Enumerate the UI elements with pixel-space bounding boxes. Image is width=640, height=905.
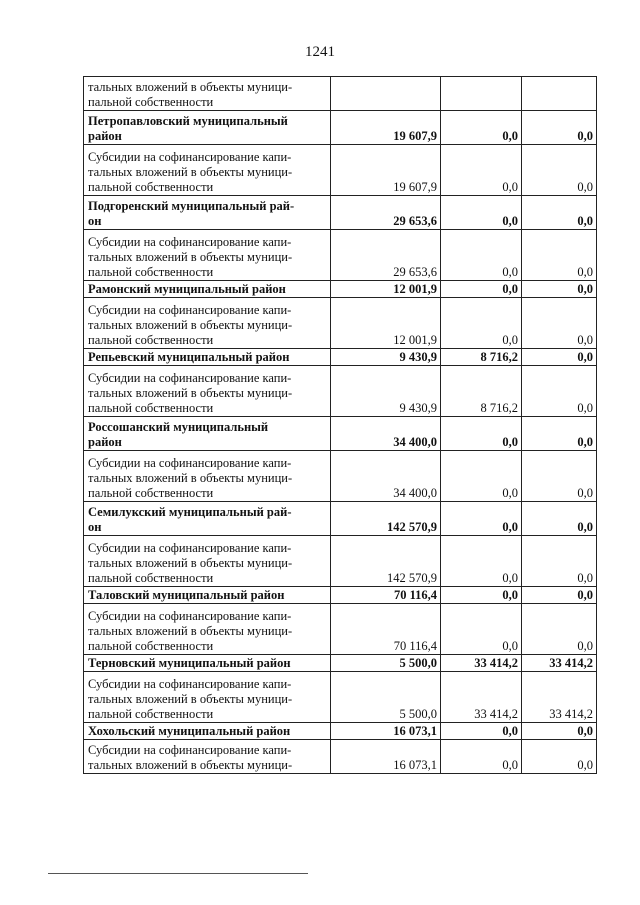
value-2019: 19 607,9 xyxy=(359,111,441,145)
value-2021: 33 414,2 xyxy=(522,672,597,723)
value-2019: 9 430,9 xyxy=(359,349,441,366)
spacer-cell xyxy=(331,298,359,349)
value-2019: 29 653,6 xyxy=(359,230,441,281)
value-2020: 0,0 xyxy=(441,740,522,774)
value-2021: 0,0 xyxy=(522,604,597,655)
value-2020 xyxy=(441,77,522,111)
subsidy-name: Субсидии на софинансирование капи- тальных вложений в объекты муници- пальной собственности xyxy=(84,536,331,587)
district-row xyxy=(84,655,597,672)
value-2021: 0,0 xyxy=(522,111,597,145)
value-2020: 8 716,2 xyxy=(441,366,522,417)
value-2020: 0,0 xyxy=(441,587,522,604)
value-2020: 0,0 xyxy=(441,298,522,349)
subsidy-row xyxy=(84,536,597,587)
page-number: 1241 xyxy=(305,44,335,60)
spacer-cell xyxy=(331,740,359,774)
value-2021: 0,0 xyxy=(522,417,597,451)
subsidy-row xyxy=(84,672,597,723)
subsidy-name: Субсидии на софинансирование капи- тальных вложений в объекты муници- пальной собственности xyxy=(84,451,331,502)
spacer-cell xyxy=(331,604,359,655)
value-2020: 0,0 xyxy=(441,502,522,536)
value-2020: 8 716,2 xyxy=(441,349,522,366)
value-2021: 0,0 xyxy=(522,723,597,740)
subsidy-row xyxy=(84,604,597,655)
budget-table-body xyxy=(84,77,597,774)
value-2019: 12 001,9 xyxy=(359,298,441,349)
district-row xyxy=(84,502,597,536)
value-2020: 0,0 xyxy=(441,111,522,145)
district-name: Хохольский муниципальный район xyxy=(84,723,331,740)
spacer-cell xyxy=(331,349,359,366)
value-2021: 0,0 xyxy=(522,281,597,298)
value-2020: 0,0 xyxy=(441,723,522,740)
value-2021 xyxy=(522,77,597,111)
spacer-cell xyxy=(331,366,359,417)
value-2021: 0,0 xyxy=(522,230,597,281)
value-2019: 19 607,9 xyxy=(359,145,441,196)
value-2020: 33 414,2 xyxy=(441,655,522,672)
value-2020: 0,0 xyxy=(441,281,522,298)
spacer-cell xyxy=(331,655,359,672)
subsidy-name: Субсидии на софинансирование капи- тальных вложений в объекты муници- пальной собственности xyxy=(84,298,331,349)
value-2021: 0,0 xyxy=(522,366,597,417)
district-row xyxy=(84,417,597,451)
subsidy-row xyxy=(84,230,597,281)
district-row xyxy=(84,587,597,604)
value-2020: 33 414,2 xyxy=(441,672,522,723)
spacer-cell xyxy=(331,672,359,723)
footer-rule xyxy=(48,873,308,874)
value-2021: 0,0 xyxy=(522,145,597,196)
value-2021: 33 414,2 xyxy=(522,655,597,672)
value-2019 xyxy=(359,77,441,111)
value-2020: 0,0 xyxy=(441,536,522,587)
district-name: Подгоренский муниципальный рай- он xyxy=(84,196,331,230)
spacer-cell xyxy=(331,451,359,502)
district-name: Россошанский муниципальный район xyxy=(84,417,331,451)
district-row xyxy=(84,723,597,740)
value-2021: 0,0 xyxy=(522,196,597,230)
value-2021: 0,0 xyxy=(522,740,597,774)
value-2019: 9 430,9 xyxy=(359,366,441,417)
spacer-cell xyxy=(331,145,359,196)
subsidy-name: Субсидии на софинансирование капи- тальных вложений в объекты муници- пальной собственности xyxy=(84,366,331,417)
subsidy-row xyxy=(84,451,597,502)
value-2021: 0,0 xyxy=(522,587,597,604)
value-2019: 29 653,6 xyxy=(359,196,441,230)
subsidy-name: тальных вложений в объекты муници- пальной собственности xyxy=(84,77,331,111)
value-2019: 34 400,0 xyxy=(359,417,441,451)
budget-table xyxy=(83,76,597,774)
spacer-cell xyxy=(331,77,359,111)
value-2021: 0,0 xyxy=(522,298,597,349)
spacer-cell xyxy=(331,723,359,740)
spacer-cell xyxy=(331,417,359,451)
spacer-cell xyxy=(331,111,359,145)
value-2019: 5 500,0 xyxy=(359,672,441,723)
spacer-cell xyxy=(331,587,359,604)
subsidy-name: Субсидии на софинансирование капи- тальных вложений в объекты муници- пальной собственности xyxy=(84,604,331,655)
spacer-cell xyxy=(331,502,359,536)
value-2020: 0,0 xyxy=(441,145,522,196)
district-row xyxy=(84,111,597,145)
subsidy-name: Субсидии на софинансирование капи- тальных вложений в объекты муници- xyxy=(84,740,331,774)
value-2019: 12 001,9 xyxy=(359,281,441,298)
subsidy-row xyxy=(84,740,597,774)
spacer-cell xyxy=(331,196,359,230)
value-2020: 0,0 xyxy=(441,451,522,502)
value-2019: 142 570,9 xyxy=(359,502,441,536)
value-2020: 0,0 xyxy=(441,196,522,230)
value-2019: 70 116,4 xyxy=(359,587,441,604)
value-2021: 0,0 xyxy=(522,349,597,366)
value-2020: 0,0 xyxy=(441,417,522,451)
value-2021: 0,0 xyxy=(522,536,597,587)
spacer-cell xyxy=(331,536,359,587)
district-name: Рамонский муниципальный район xyxy=(84,281,331,298)
value-2021: 0,0 xyxy=(522,451,597,502)
value-2019: 5 500,0 xyxy=(359,655,441,672)
subsidy-row xyxy=(84,77,597,111)
subsidy-name: Субсидии на софинансирование капи- тальных вложений в объекты муници- пальной собственности xyxy=(84,672,331,723)
district-name: Петропавловский муниципальный район xyxy=(84,111,331,145)
spacer-cell xyxy=(331,281,359,298)
district-name: Терновский муниципальный район xyxy=(84,655,331,672)
district-name: Репьевский муниципальный район xyxy=(84,349,331,366)
value-2019: 16 073,1 xyxy=(359,723,441,740)
district-row xyxy=(84,281,597,298)
value-2019: 16 073,1 xyxy=(359,740,441,774)
district-row xyxy=(84,349,597,366)
subsidy-row xyxy=(84,366,597,417)
district-name: Семилукский муниципальный рай- он xyxy=(84,502,331,536)
value-2021: 0,0 xyxy=(522,502,597,536)
value-2019: 142 570,9 xyxy=(359,536,441,587)
district-row xyxy=(84,196,597,230)
subsidy-row xyxy=(84,298,597,349)
value-2020: 0,0 xyxy=(441,230,522,281)
spacer-cell xyxy=(331,230,359,281)
value-2019: 34 400,0 xyxy=(359,451,441,502)
subsidy-row xyxy=(84,145,597,196)
value-2020: 0,0 xyxy=(441,604,522,655)
subsidy-name: Субсидии на софинансирование капи- тальных вложений в объекты муници- пальной собственности xyxy=(84,145,331,196)
value-2019: 70 116,4 xyxy=(359,604,441,655)
district-name: Таловский муниципальный район xyxy=(84,587,331,604)
subsidy-name: Субсидии на софинансирование капи- тальных вложений в объекты муници- пальной собственности xyxy=(84,230,331,281)
